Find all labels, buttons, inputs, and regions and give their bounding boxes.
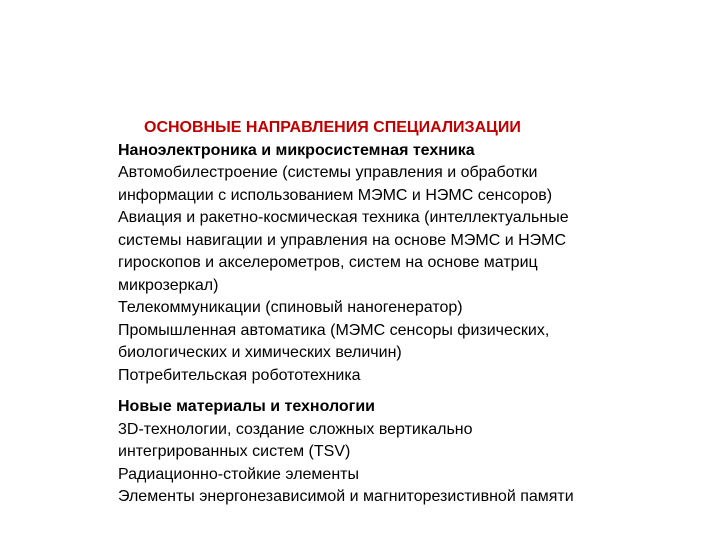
list-item: Телекоммуникации (спиновый наногенератор) (118, 299, 463, 316)
list-item: Автомобилестроение (системы управления и обработки информации с использованием МЭМС и НЭМС сенсоров) (118, 164, 553, 204)
list-item: 3D-технологии, создание сложных вертикально интегрированных систем (TSV) (118, 420, 473, 460)
list-item: Элементы энергонезависимой и магниторезистивной памяти (118, 488, 574, 505)
slide-title: ОСНОВНЫЕ НАПРАВЛЕНИЯ СПЕЦИАЛИЗАЦИИ (144, 119, 521, 136)
section-new-materials (118, 396, 714, 509)
section-heading: Наноэлектроника и микросистемная техника (118, 141, 475, 159)
list-item: Потребительская робототехника (118, 366, 361, 384)
section-heading: Новые материалы и технологии (118, 398, 376, 415)
list-item: Промышленная автоматика (МЭМС сенсоры физических, биологических и химических величин) (118, 321, 550, 361)
list-item: Радиационно-стойкие элементы (118, 465, 359, 483)
section-nanoelectronics (118, 140, 714, 388)
section-divider (118, 387, 714, 396)
slide-content (118, 117, 714, 509)
list-item: Авиация и ракетно-космическая техника (интеллектуальные системы навигации и управления на основе МЭМС и НЭМС гироскопов и акселерометров, систем на основе матриц микрозеркал) (118, 209, 569, 294)
